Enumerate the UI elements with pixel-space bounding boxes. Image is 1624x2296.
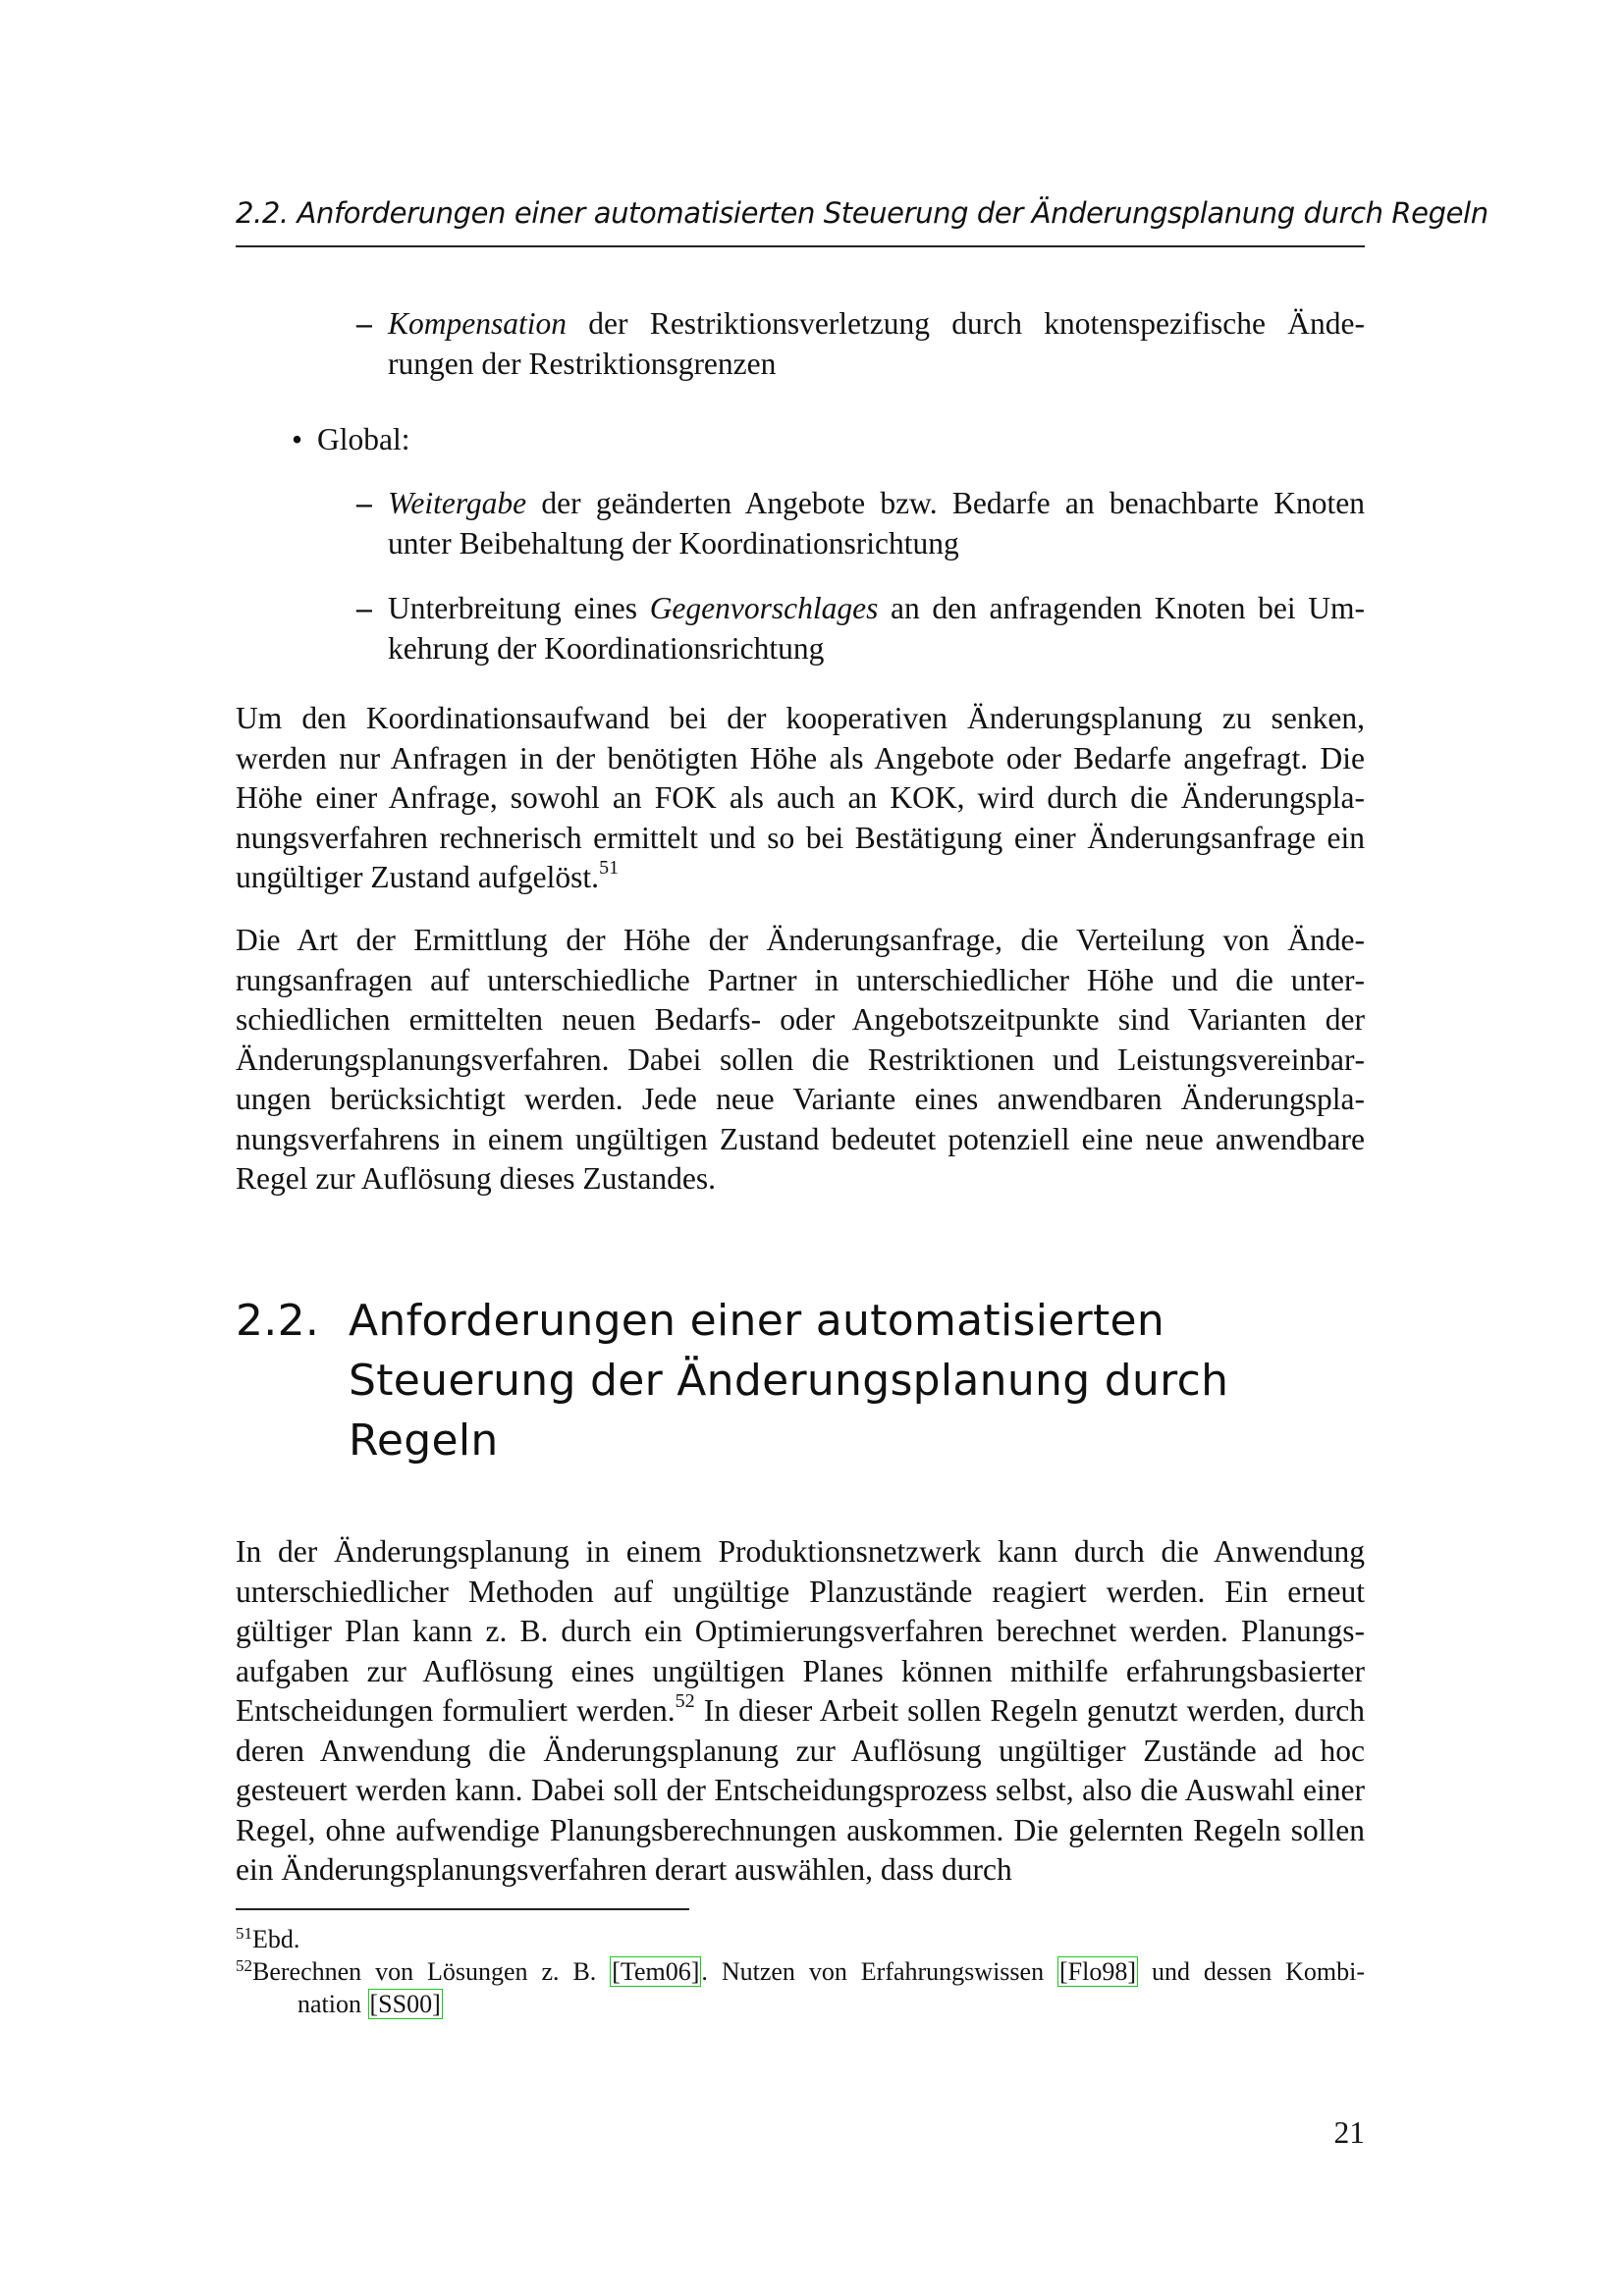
footnote-mark-52: 52	[236, 1956, 252, 1975]
footnote-ref-51[interactable]: 51	[599, 857, 620, 879]
citation-ss00[interactable]: [SS00]	[369, 1990, 441, 2018]
emphasis-kompensation: Kompensation	[388, 306, 568, 341]
page-number: 21	[1333, 2115, 1365, 2150]
emphasis-weitergabe: Weitergabe	[388, 486, 527, 520]
header-rule	[236, 245, 1365, 247]
footnote-51: $^{51}$Ebd.	[236, 1924, 300, 1953]
list-item-weitergabe: – Weitergabe der geänderten Angebote bzw. Bedarfe an benachbarte Knoten unter Beibehaltung der Koordinationsrichtung	[356, 486, 1365, 561]
list-item-kompensation: – Kompensation der Restriktionsverletzung durch knotenspezifische Ände- rungen der Restriktionsgrenzen	[356, 306, 1365, 381]
footnote-ref-52[interactable]: 52	[675, 1690, 695, 1712]
dash-glyph: –	[356, 306, 372, 341]
paragraph-ermittlung: Die Art der Ermittlung der Höhe der Änderungsanfrage, die Verteilung von Änderungsanfragen auf unterschiedliche Partner in unterschiedlicher Höhe und die unterschiedlichen ermittelten neuen Bedarfs- oder Angebotszeitpunkte sind Varianten der Änderungsplanungsverfahren. Dabei sollen die Restriktionen und Leistungsvereinbarungen berücksichtigt werden. Jede neue Variante eines anwendbaren Änderungsplanungsverfahrens in einem ungültigen Zustand bedeutet potenziell eine neue anwendbare Regel zur Auflösung dieses Zustandes.	[236, 923, 1365, 1196]
citation-flo98[interactable]: [Flo98]	[1059, 1957, 1137, 1986]
bullet-glyph: •	[292, 422, 303, 456]
footnote-52: $^{52}$Berechnen von Lösungen z. B. [Tem06]. Nutzen von Erfahrungswissen [Flo98] und dessen Kombi- nation [SS00]	[236, 1956, 1366, 2018]
list-item-gegenvorschlag: – Unterbreitung eines Gegenvorschlages an den anfragenden Knoten bei Um- kehrung der Koordinationsrichtung	[356, 591, 1365, 666]
paragraph-aenderungsplanung: In der Änderungsplanung in einem Produktionsnetzwerk kann durch die Anwendung unterschiedlicher Methoden auf ungültige Planzustände reagiert werden. Ein erneut gültiger Plan kann z. B. durch ein Optimierungsverfahren berechnet werden. Planungsaufgaben zur Auflösung eines ungültigen Planes können mithilfe erfahrungsbasierter Entscheidungen formuliert werden.$^{52}$ In dieser Arbeit sollen Regeln genutzt werden, durch deren Anwendung die Änderungsplanung zur Auflösung ungültiger Zustände ad hoc gesteuert werden kann. Dabei soll der Entscheidungsprozess selbst, also die Auswahl einer Regel, ohne aufwendige Planungsberechnungen auskommen. Die gelernten Regeln sollen ein Änderungsplanungsverfahren derart auswählen, dass durch	[236, 1534, 1365, 1887]
paragraph-koordinationsaufwand: Um den Koordinationsaufwand bei der kooperativen Änderungsplanung zu senken, werden nur Anfragen in der benötigten Höhe als Angebote oder Bedarfe angefragt. Die Höhe einer Anfrage, sowohl an FOK als auch an KOK, wird durch die Änderungsplanungsverfahren rechnerisch ermittelt und so bei Bestätigung einer Änderungsanfrage ein ungültiger Zustand aufgelöst.$^{51}$	[236, 701, 1365, 894]
running-head: 2.2. Anforderungen einer automatisierten Steuerung der Änderungsplanung durch Regeln	[236, 196, 1489, 230]
emphasis-gegenvorschlag: Gegenvorschlages	[649, 591, 879, 625]
citation-tem06[interactable]: [Tem06]	[612, 1957, 700, 1986]
list-item-global	[292, 420, 410, 460]
section-number: 2.2.	[236, 1296, 320, 1346]
dash-glyph: –	[356, 591, 372, 625]
footnote-rule	[236, 1908, 689, 1910]
global-label: Global:	[317, 422, 410, 456]
dash-glyph: –	[356, 486, 372, 520]
footnote-mark-51: 51	[236, 1924, 252, 1943]
section-title: Anforderungen einer automatisierten Steuerung der Änderungsplanung durch Regeln	[349, 1296, 1229, 1466]
